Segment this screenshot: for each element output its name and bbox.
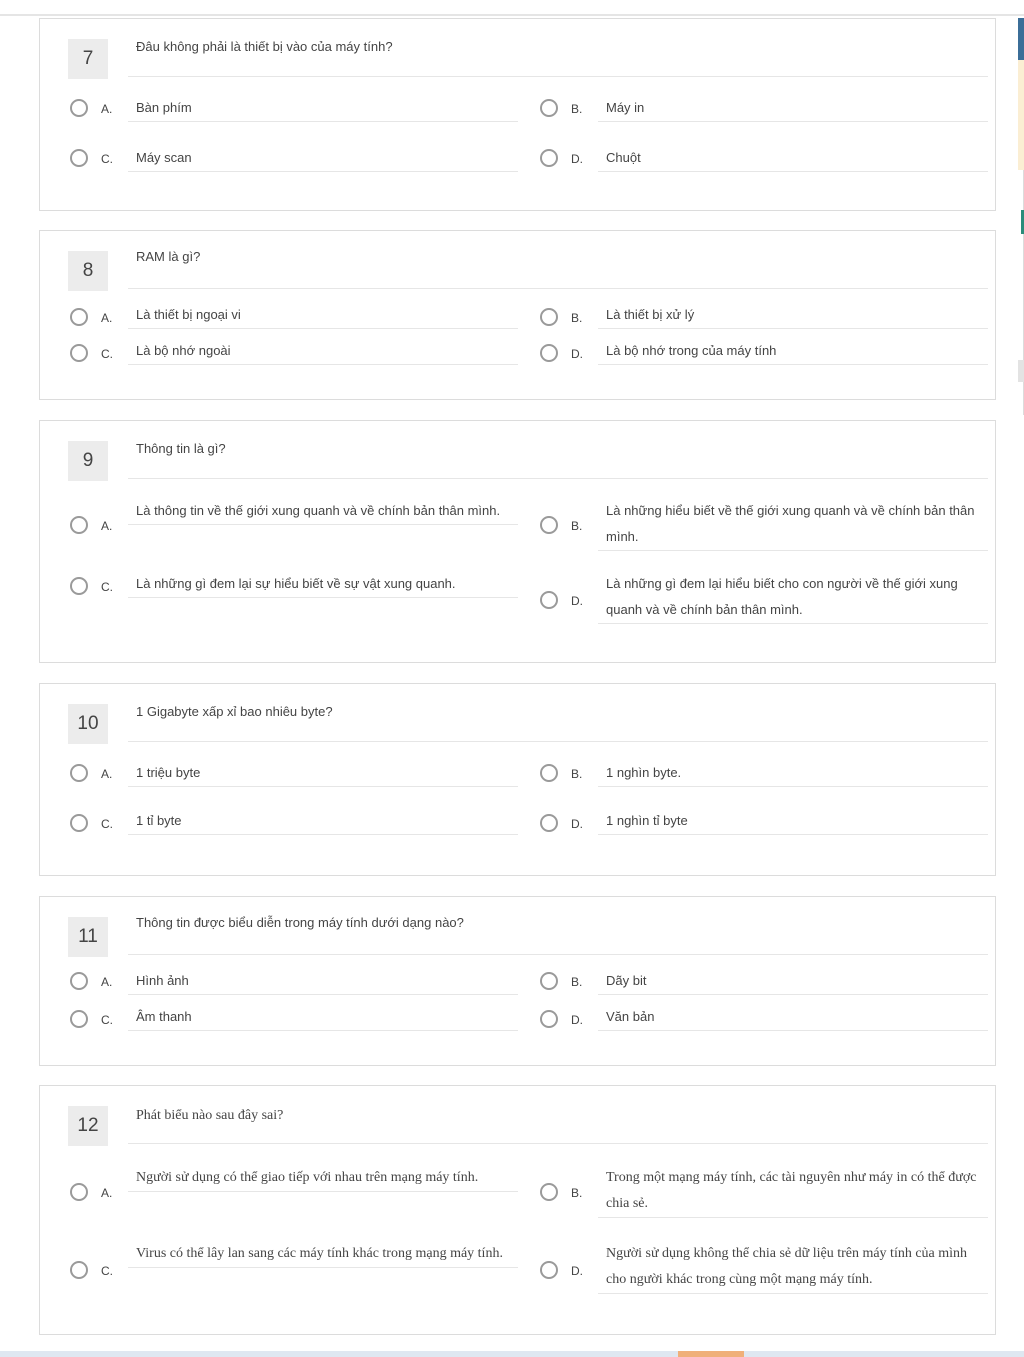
- radio-button[interactable]: [540, 1261, 558, 1279]
- radio-button[interactable]: [540, 814, 558, 832]
- option-letter: B.: [571, 519, 583, 533]
- option-text: Chuột: [598, 145, 988, 172]
- option-text: Bàn phím: [128, 95, 518, 122]
- option-letter: D.: [571, 347, 583, 361]
- radio-button[interactable]: [70, 1261, 88, 1279]
- question-number: 9: [68, 441, 108, 481]
- radio-button[interactable]: [540, 516, 558, 534]
- option-letter: B.: [571, 975, 583, 989]
- option-text: Văn bản: [598, 1004, 988, 1031]
- radio-button[interactable]: [70, 577, 88, 595]
- question-text: RAM là gì?: [128, 245, 988, 289]
- top-strip: [0, 0, 1024, 10]
- option-text: Là những gì đem lại hiểu biết cho con người về thế giới xung quanh và về chính bản thân mình.: [598, 571, 988, 624]
- option-text: Người sử dụng có thể giao tiếp với nhau trên mạng máy tính.: [128, 1165, 518, 1192]
- radio-button[interactable]: [70, 972, 88, 990]
- question-card-8: [39, 230, 996, 400]
- option-text: Là thiết bị xử lý: [598, 302, 988, 329]
- question-number: 12: [68, 1106, 108, 1146]
- radio-button[interactable]: [540, 1010, 558, 1028]
- option-letter: D.: [571, 1264, 583, 1278]
- question-card-9: [39, 420, 996, 663]
- right-rail-scroll-thumb[interactable]: [1018, 360, 1024, 382]
- option-letter: B.: [571, 767, 583, 781]
- option-text: Người sử dụng không thể chia sẻ dữ liệu trên máy tính của mình cho người khác trong cùng một mạng máy tính.: [598, 1241, 988, 1294]
- question-text: Thông tin là gì?: [128, 437, 988, 479]
- radio-button[interactable]: [70, 149, 88, 167]
- radio-button[interactable]: [540, 149, 558, 167]
- radio-button[interactable]: [70, 1010, 88, 1028]
- option-text: Là thông tin về thế giới xung quanh và về chính bản thân mình.: [128, 498, 518, 525]
- radio-button[interactable]: [540, 972, 558, 990]
- option-letter: D.: [571, 817, 583, 831]
- option-letter: D.: [571, 1013, 583, 1027]
- radio-button[interactable]: [70, 344, 88, 362]
- option-letter: A.: [101, 519, 113, 533]
- radio-button[interactable]: [70, 516, 88, 534]
- radio-button[interactable]: [70, 764, 88, 782]
- radio-button[interactable]: [70, 308, 88, 326]
- option-text: Máy in: [598, 95, 988, 122]
- option-text: Là những hiểu biết về thế giới xung quanh và về chính bản thân mình.: [598, 498, 988, 551]
- bottom-progress-bar: [0, 1351, 1024, 1357]
- question-text: 1 Gigabyte xấp xỉ bao nhiêu byte?: [128, 700, 988, 742]
- top-divider: [0, 14, 1024, 16]
- right-rail-marker[interactable]: [1018, 18, 1024, 60]
- option-text: Dãy bit: [598, 968, 988, 995]
- question-number: 8: [68, 251, 108, 291]
- option-letter: D.: [571, 594, 583, 608]
- option-text: 1 nghìn byte.: [598, 760, 988, 787]
- option-letter: C.: [101, 817, 113, 831]
- radio-button[interactable]: [70, 1183, 88, 1201]
- option-letter: C.: [101, 152, 113, 166]
- option-text: Là bộ nhớ ngoài: [128, 338, 518, 365]
- question-card-11: [39, 896, 996, 1066]
- question-card-7: [39, 18, 996, 211]
- option-letter: C.: [101, 1013, 113, 1027]
- option-text: 1 nghìn tỉ byte: [598, 808, 988, 835]
- option-letter: A.: [101, 1186, 113, 1200]
- radio-button[interactable]: [540, 99, 558, 117]
- option-letter: B.: [571, 102, 583, 116]
- option-text: Là thiết bị ngoại vi: [128, 302, 518, 329]
- question-text: Phát biểu nào sau đây sai?: [128, 1104, 988, 1144]
- question-number: 7: [68, 39, 108, 79]
- option-letter: A.: [101, 767, 113, 781]
- option-text: Virus có thể lây lan sang các máy tính khác trong mạng máy tính.: [128, 1241, 518, 1268]
- option-letter: A.: [101, 102, 113, 116]
- radio-button[interactable]: [540, 1183, 558, 1201]
- radio-button[interactable]: [540, 344, 558, 362]
- option-text: 1 triệu byte: [128, 760, 518, 787]
- option-letter: D.: [571, 152, 583, 166]
- option-text: Hình ảnh: [128, 968, 518, 995]
- question-card-10: [39, 683, 996, 876]
- right-rail-highlight: [1018, 60, 1024, 170]
- option-text: Trong một mạng máy tính, các tài nguyên như máy in có thể được chia sẻ.: [598, 1165, 988, 1218]
- option-letter: C.: [101, 1264, 113, 1278]
- option-letter: A.: [101, 311, 113, 325]
- question-text: Đâu không phải là thiết bị vào của máy tính?: [128, 35, 988, 77]
- bottom-progress-accent: [678, 1351, 744, 1357]
- radio-button[interactable]: [540, 764, 558, 782]
- radio-button[interactable]: [70, 99, 88, 117]
- option-letter: A.: [101, 975, 113, 989]
- option-letter: C.: [101, 347, 113, 361]
- question-card-12: [39, 1085, 996, 1335]
- radio-button[interactable]: [540, 591, 558, 609]
- radio-button[interactable]: [70, 814, 88, 832]
- question-number: 10: [68, 704, 108, 744]
- radio-button[interactable]: [540, 308, 558, 326]
- option-text: Máy scan: [128, 145, 518, 172]
- option-text: Âm thanh: [128, 1004, 518, 1031]
- question-text: Thông tin được biểu diễn trong máy tính dưới dạng nào?: [128, 911, 988, 955]
- option-text: Là những gì đem lại sự hiểu biết về sự vật xung quanh.: [128, 571, 518, 598]
- option-letter: C.: [101, 580, 113, 594]
- option-letter: B.: [571, 1186, 583, 1200]
- option-text: 1 tỉ byte: [128, 808, 518, 835]
- option-letter: B.: [571, 311, 583, 325]
- option-text: Là bộ nhớ trong của máy tính: [598, 338, 988, 365]
- question-number: 11: [68, 917, 108, 957]
